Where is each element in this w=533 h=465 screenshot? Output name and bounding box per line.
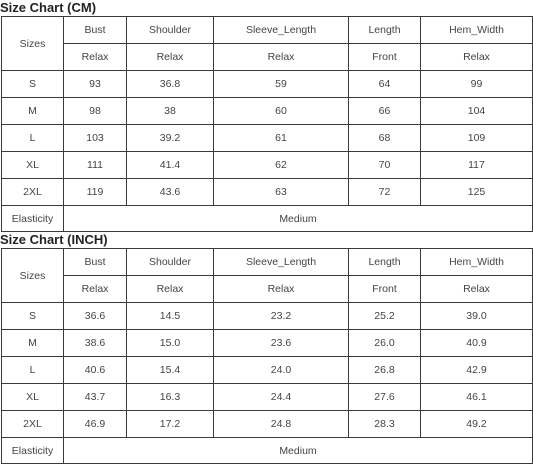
table-cell: 46.9	[64, 411, 127, 438]
table-cell: 39.0	[421, 303, 533, 330]
table-cell: 24.8	[214, 411, 349, 438]
table-cell: 36.8	[127, 71, 214, 98]
table-row	[2, 71, 533, 98]
shoulder-subheader: Relax	[127, 44, 214, 71]
table-cell: 40.9	[421, 330, 533, 357]
size-cell: XL	[2, 152, 64, 179]
shoulder-subheader: Relax	[127, 276, 214, 303]
header-row	[2, 17, 533, 44]
cm-size-table	[1, 16, 533, 232]
table-row	[2, 357, 533, 384]
table-cell: 26.8	[349, 357, 421, 384]
elasticity-row	[2, 438, 533, 464]
table-cell: 64	[349, 71, 421, 98]
cm-chart-title: Size Chart (CM)	[0, 0, 97, 15]
table-row	[2, 303, 533, 330]
table-cell: 103	[64, 125, 127, 152]
table-cell: 61	[214, 125, 349, 152]
table-cell: 98	[64, 98, 127, 125]
table-row	[2, 98, 533, 125]
table-cell: 104	[421, 98, 533, 125]
table-cell: 119	[64, 179, 127, 206]
sizes-header: Sizes	[2, 17, 64, 71]
hem-width-header: Hem_Width	[421, 17, 533, 44]
table-cell: 72	[349, 179, 421, 206]
size-cell: 2XL	[2, 411, 64, 438]
table-cell: 23.6	[214, 330, 349, 357]
table-cell: 24.4	[214, 384, 349, 411]
table-cell: 26.0	[349, 330, 421, 357]
table-cell: 63	[214, 179, 349, 206]
subheader-row	[2, 276, 533, 303]
size-cell: L	[2, 357, 64, 384]
length-header: Length	[349, 17, 421, 44]
table-cell: 41.4	[127, 152, 214, 179]
hem-width-subheader: Relax	[421, 44, 533, 71]
size-cell: M	[2, 330, 64, 357]
elasticity-label: Elasticity	[2, 438, 64, 464]
table-cell: 111	[64, 152, 127, 179]
table-cell: 14.5	[127, 303, 214, 330]
table-cell: 62	[214, 152, 349, 179]
table-cell: 109	[421, 125, 533, 152]
size-cell: S	[2, 303, 64, 330]
shoulder-header: Shoulder	[127, 249, 214, 276]
table-cell: 15.4	[127, 357, 214, 384]
table-cell: 25.2	[349, 303, 421, 330]
table-cell: 68	[349, 125, 421, 152]
table-cell: 24.0	[214, 357, 349, 384]
table-cell: 36.6	[64, 303, 127, 330]
table-cell: 42.9	[421, 357, 533, 384]
elasticity-value: Medium	[64, 206, 533, 232]
table-cell: 99	[421, 71, 533, 98]
table-cell: 27.6	[349, 384, 421, 411]
table-cell: 93	[64, 71, 127, 98]
size-cell: L	[2, 125, 64, 152]
length-header: Length	[349, 249, 421, 276]
table-row	[2, 411, 533, 438]
table-cell: 125	[421, 179, 533, 206]
table-cell: 39.2	[127, 125, 214, 152]
table-cell: 38	[127, 98, 214, 125]
elasticity-label: Elasticity	[2, 206, 64, 232]
table-cell: 59	[214, 71, 349, 98]
inch-chart-title: Size Chart (INCH)	[0, 232, 108, 247]
table-cell: 46.1	[421, 384, 533, 411]
length-subheader: Front	[349, 44, 421, 71]
elasticity-value: Medium	[64, 438, 533, 464]
table-cell: 43.7	[64, 384, 127, 411]
sleeve-length-header: Sleeve_Length	[214, 17, 349, 44]
table-row	[2, 330, 533, 357]
table-cell: 17.2	[127, 411, 214, 438]
size-cell: S	[2, 71, 64, 98]
table-cell: 28.3	[349, 411, 421, 438]
header-row	[2, 249, 533, 276]
sizes-header: Sizes	[2, 249, 64, 303]
table-cell: 38.6	[64, 330, 127, 357]
table-cell: 15.0	[127, 330, 214, 357]
table-cell: 43.6	[127, 179, 214, 206]
shoulder-header: Shoulder	[127, 17, 214, 44]
sleeve-length-header: Sleeve_Length	[214, 249, 349, 276]
table-cell: 66	[349, 98, 421, 125]
bust-header: Bust	[64, 17, 127, 44]
size-cell: M	[2, 98, 64, 125]
sleeve-length-subheader: Relax	[214, 44, 349, 71]
table-cell: 117	[421, 152, 533, 179]
table-cell: 23.2	[214, 303, 349, 330]
table-cell: 40.6	[64, 357, 127, 384]
elasticity-row	[2, 206, 533, 232]
subheader-row	[2, 44, 533, 71]
length-subheader: Front	[349, 276, 421, 303]
table-cell: 60	[214, 98, 349, 125]
table-row	[2, 179, 533, 206]
table-cell: 70	[349, 152, 421, 179]
sleeve-length-subheader: Relax	[214, 276, 349, 303]
bust-subheader: Relax	[64, 276, 127, 303]
table-cell: 16.3	[127, 384, 214, 411]
inch-size-table	[1, 248, 533, 464]
table-cell: 49.2	[421, 411, 533, 438]
table-row	[2, 152, 533, 179]
bust-header: Bust	[64, 249, 127, 276]
table-row	[2, 384, 533, 411]
size-cell: XL	[2, 384, 64, 411]
table-row	[2, 125, 533, 152]
size-cell: 2XL	[2, 179, 64, 206]
hem-width-header: Hem_Width	[421, 249, 533, 276]
bust-subheader: Relax	[64, 44, 127, 71]
hem-width-subheader: Relax	[421, 276, 533, 303]
